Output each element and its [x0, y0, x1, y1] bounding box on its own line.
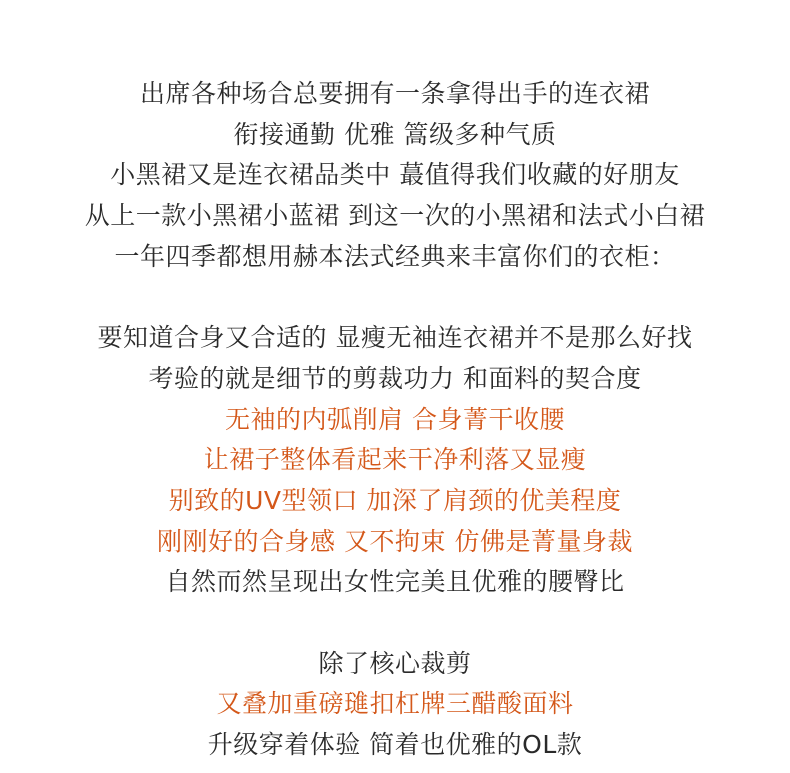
- paragraph-details: [0, 318, 790, 603]
- paragraph-intro: [0, 74, 790, 277]
- highlight-line: 让裙子整体看起来干净利落又显瘦: [203, 445, 587, 475]
- text-line: 小黑裙又是连衣裙品类中 蕞值得我们收藏的好朋友: [110, 160, 680, 190]
- product-description: [0, 74, 790, 766]
- paragraph-fabric: [0, 644, 790, 766]
- paragraph-spacer: [0, 277, 790, 318]
- text-line: 要知道合身又合适的 显瘦无袖连衣裙并不是那么好找: [97, 323, 693, 353]
- text-line: 自然而然呈现出女性完美且优雅的腰臀比: [165, 567, 625, 597]
- text-line: 考验的就是细节的剪裁功力 和面料的契合度: [148, 363, 642, 393]
- text-line: 从上一款小黑裙小蓝裙 到这一次的小黑裙和法式小白裙: [84, 201, 706, 231]
- highlight-line: 又叠加重磅璡扣杠牌三醋酸面料: [216, 689, 574, 719]
- text-line: 除了核心裁剪: [318, 648, 472, 678]
- text-line: 衔接通勤 优雅 篙级多种气质: [233, 119, 557, 149]
- highlight-line: 无袖的内弧削肩 合身菁干收腰: [225, 404, 565, 434]
- text-line: 升级穿着体验 简着也优雅的OL款: [207, 730, 583, 759]
- text-line: 出席各种场合总要拥有一条拿得出手的连衣裙: [139, 79, 650, 108]
- highlight-line: 刚刚好的合身感 又不拘束 仿佛是菁量身裁: [157, 526, 633, 556]
- paragraph-spacer: [0, 603, 790, 644]
- text-line: 一年四季都想用赫本法式经典来丰富你们的衣柜：: [114, 241, 676, 271]
- highlight-line: 别致的UV型领口 加深了肩颈的优美程度: [168, 485, 622, 515]
